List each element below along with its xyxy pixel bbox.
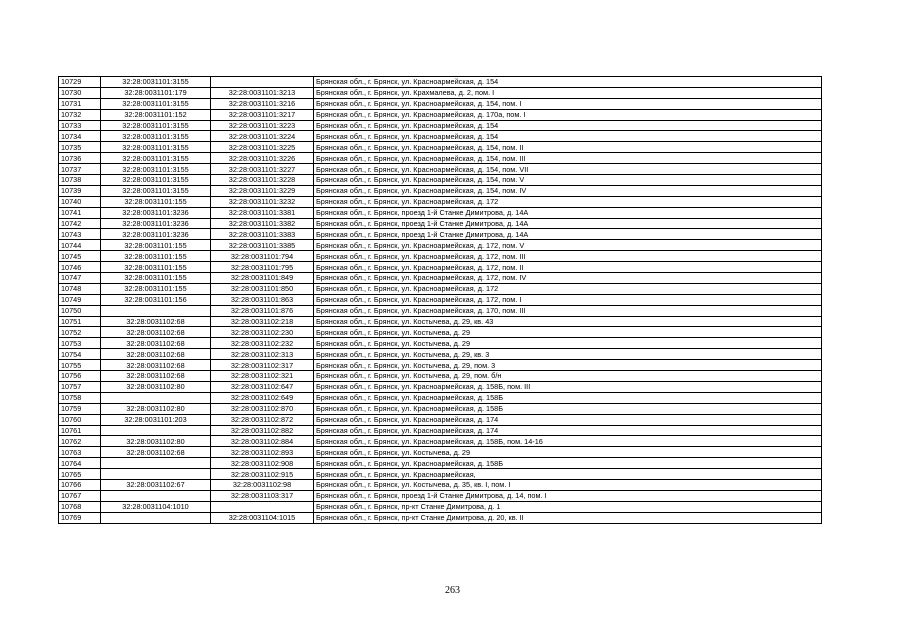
cadastral-number-cell xyxy=(211,501,314,512)
address-cell: Брянская обл., г. Брянск, ул. Красноармейская, д. 154 xyxy=(314,120,822,131)
address-cell: Брянская обл., г. Брянск, ул. Красноармейская, д. 174 xyxy=(314,414,822,425)
cadastral-number-cell: 32:28:0031101:3217 xyxy=(211,109,314,120)
row-number-cell: 10754 xyxy=(59,349,101,360)
cadastral-parent-cell: 32:28:0031101:3236 xyxy=(101,207,211,218)
address-cell: Брянская обл., г. Брянск, ул. Красноармейская, д. 154, пом. VII xyxy=(314,164,822,175)
table-row xyxy=(59,196,822,207)
row-number-cell: 10738 xyxy=(59,175,101,186)
address-cell: Брянская обл., г. Брянск, ул. Красноармейская, д. 154, пом. III xyxy=(314,153,822,164)
cadastral-number-cell: 32:28:0031102:882 xyxy=(211,425,314,436)
table-row xyxy=(59,131,822,142)
address-cell: Брянская обл., г. Брянск, ул. Крахмалева, д. 2, пом. I xyxy=(314,87,822,98)
address-cell: Брянская обл., г. Брянск, пр-кт Станке Димитрова, д. 20, кв. II xyxy=(314,512,822,523)
cadastral-number-cell: 32:28:0031102:893 xyxy=(211,447,314,458)
table-row xyxy=(59,262,822,273)
row-number-cell: 10758 xyxy=(59,392,101,403)
table-row xyxy=(59,458,822,469)
cadastral-parent-cell: 32:28:0031102:80 xyxy=(101,381,211,392)
table-row xyxy=(59,218,822,229)
table-row xyxy=(59,349,822,360)
address-cell: Брянская обл., г. Брянск, пр-кт Станке Димитрова, д. 1 xyxy=(314,501,822,512)
table-row xyxy=(59,414,822,425)
cadastral-parent-cell: 32:28:0031101:3155 xyxy=(101,131,211,142)
table-row xyxy=(59,360,822,371)
cadastral-number-cell: 32:28:0031101:3381 xyxy=(211,207,314,218)
row-number-cell: 10749 xyxy=(59,294,101,305)
cadastral-number-cell: 32:28:0031102:647 xyxy=(211,381,314,392)
cadastral-parent-cell xyxy=(101,425,211,436)
cadastral-number-cell: 32:28:0031101:3232 xyxy=(211,196,314,207)
cadastral-parent-cell: 32:28:0031101:155 xyxy=(101,283,211,294)
row-number-cell: 10755 xyxy=(59,360,101,371)
cadastral-number-cell: 32:28:0031102:870 xyxy=(211,403,314,414)
cadastral-number-cell: 32:28:0031101:3226 xyxy=(211,153,314,164)
cadastral-number-cell: 32:28:0031101:3224 xyxy=(211,131,314,142)
cadastral-parent-cell: 32:28:0031101:3236 xyxy=(101,229,211,240)
row-number-cell: 10767 xyxy=(59,490,101,501)
table-row xyxy=(59,283,822,294)
cadastral-number-cell: 32:28:0031101:3382 xyxy=(211,218,314,229)
address-cell: Брянская обл., г. Брянск, ул. Костычева, д. 29 xyxy=(314,338,822,349)
table-row xyxy=(59,229,822,240)
table-row xyxy=(59,207,822,218)
address-cell: Брянская обл., г. Брянск, ул. Костычева, д. 29 xyxy=(314,447,822,458)
address-cell: Брянская обл., г. Брянск, проезд 1-й Станке Димитрова, д. 14А xyxy=(314,218,822,229)
row-number-cell: 10759 xyxy=(59,403,101,414)
row-number-cell: 10765 xyxy=(59,469,101,480)
cadastral-parent-cell: 32:28:0031101:3155 xyxy=(101,77,211,88)
row-number-cell: 10737 xyxy=(59,164,101,175)
cadastral-number-cell xyxy=(211,77,314,88)
cadastral-number-cell: 32:28:0031101:794 xyxy=(211,251,314,262)
table-row xyxy=(59,316,822,327)
table-row xyxy=(59,142,822,153)
registry-table xyxy=(58,76,822,524)
cadastral-number-cell: 32:28:0031102:317 xyxy=(211,360,314,371)
table-row xyxy=(59,436,822,447)
address-cell: Брянская обл., г. Брянск, ул. Красноармейская, д. 154, пом. I xyxy=(314,98,822,109)
table-row xyxy=(59,512,822,523)
address-cell: Брянская обл., г. Брянск, ул. Костычева, д. 29 xyxy=(314,327,822,338)
cadastral-number-cell: 32:28:0031101:3227 xyxy=(211,164,314,175)
table-row xyxy=(59,294,822,305)
address-cell: Брянская обл., г. Брянск, проезд 1-й Станке Димитрова, д. 14, пом. I xyxy=(314,490,822,501)
cadastral-parent-cell xyxy=(101,469,211,480)
row-number-cell: 10763 xyxy=(59,447,101,458)
row-number-cell: 10753 xyxy=(59,338,101,349)
row-number-cell: 10748 xyxy=(59,283,101,294)
table-row xyxy=(59,403,822,414)
cadastral-parent-cell: 32:28:0031101:3155 xyxy=(101,142,211,153)
cadastral-parent-cell: 32:28:0031102:68 xyxy=(101,349,211,360)
table-row xyxy=(59,447,822,458)
table-row xyxy=(59,327,822,338)
page-number: 263 xyxy=(445,585,460,596)
cadastral-parent-cell: 32:28:0031101:179 xyxy=(101,87,211,98)
cadastral-number-cell: 32:28:0031102:98 xyxy=(211,479,314,490)
address-cell: Брянская обл., г. Брянск, ул. Красноармейская, д. 154, пом. IV xyxy=(314,185,822,196)
row-number-cell: 10752 xyxy=(59,327,101,338)
cadastral-number-cell: 32:28:0031102:218 xyxy=(211,316,314,327)
row-number-cell: 10733 xyxy=(59,120,101,131)
row-number-cell: 10746 xyxy=(59,262,101,273)
address-cell: Брянская обл., г. Брянск, ул. Красноармейская, д. 158Б xyxy=(314,403,822,414)
table-row xyxy=(59,164,822,175)
address-cell: Брянская обл., г. Брянск, ул. Красноармейская, д. 170а, пом. I xyxy=(314,109,822,120)
cadastral-number-cell: 32:28:0031101:863 xyxy=(211,294,314,305)
cadastral-parent-cell: 32:28:0031101:155 xyxy=(101,251,211,262)
address-cell: Брянская обл., г. Брянск, ул. Красноармейская, д. 172, пом. III xyxy=(314,251,822,262)
address-cell: Брянская обл., г. Брянск, ул. Красноармейская, д. 154, пом. V xyxy=(314,175,822,186)
address-cell: Брянская обл., г. Брянск, ул. Красноармейская, д. 172 xyxy=(314,283,822,294)
table-row xyxy=(59,185,822,196)
row-number-cell: 10766 xyxy=(59,479,101,490)
cadastral-parent-cell: 32:28:0031102:80 xyxy=(101,436,211,447)
row-number-cell: 10741 xyxy=(59,207,101,218)
cadastral-number-cell: 32:28:0031101:849 xyxy=(211,273,314,284)
cadastral-parent-cell: 32:28:0031102:68 xyxy=(101,316,211,327)
cadastral-parent-cell: 32:28:0031102:68 xyxy=(101,371,211,382)
cadastral-parent-cell: 32:28:0031101:3155 xyxy=(101,98,211,109)
row-number-cell: 10764 xyxy=(59,458,101,469)
address-cell: Брянская обл., г. Брянск, проезд 1-й Станке Димитрова, д. 14А xyxy=(314,229,822,240)
cadastral-parent-cell: 32:28:0031101:155 xyxy=(101,196,211,207)
registry-table-body xyxy=(59,77,822,524)
table-row xyxy=(59,371,822,382)
cadastral-number-cell: 32:28:0031102:321 xyxy=(211,371,314,382)
cadastral-parent-cell: 32:28:0031101:203 xyxy=(101,414,211,425)
table-row xyxy=(59,338,822,349)
table-row xyxy=(59,469,822,480)
row-number-cell: 10760 xyxy=(59,414,101,425)
cadastral-number-cell: 32:28:0031101:3229 xyxy=(211,185,314,196)
cadastral-number-cell: 32:28:0031101:3383 xyxy=(211,229,314,240)
cadastral-parent-cell: 32:28:0031101:155 xyxy=(101,240,211,251)
cadastral-number-cell: 32:28:0031104:1015 xyxy=(211,512,314,523)
row-number-cell: 10735 xyxy=(59,142,101,153)
row-number-cell: 10742 xyxy=(59,218,101,229)
table-row xyxy=(59,153,822,164)
table-row xyxy=(59,251,822,262)
table-row xyxy=(59,87,822,98)
address-cell: Брянская обл., г. Брянск, ул. Красноармейская, xyxy=(314,469,822,480)
address-cell: Брянская обл., г. Брянск, ул. Костычева, д. 29, пом. 3 xyxy=(314,360,822,371)
cadastral-parent-cell xyxy=(101,458,211,469)
address-cell: Брянская обл., г. Брянск, ул. Костычева, д. 29, кв. 3 xyxy=(314,349,822,360)
address-cell: Брянская обл., г. Брянск, ул. Красноармейская, д. 170, пом. III xyxy=(314,305,822,316)
cadastral-number-cell: 32:28:0031101:3213 xyxy=(211,87,314,98)
address-cell: Брянская обл., г. Брянск, ул. Красноармейская, д. 158Б xyxy=(314,392,822,403)
cadastral-number-cell: 32:28:0031102:884 xyxy=(211,436,314,447)
cadastral-number-cell: 32:28:0031102:232 xyxy=(211,338,314,349)
cadastral-number-cell: 32:28:0031103:317 xyxy=(211,490,314,501)
table-row xyxy=(59,425,822,436)
cadastral-number-cell: 32:28:0031101:3223 xyxy=(211,120,314,131)
row-number-cell: 10740 xyxy=(59,196,101,207)
cadastral-number-cell: 32:28:0031102:872 xyxy=(211,414,314,425)
table-row xyxy=(59,381,822,392)
table-row xyxy=(59,120,822,131)
cadastral-number-cell: 32:28:0031102:915 xyxy=(211,469,314,480)
table-row xyxy=(59,77,822,88)
cadastral-parent-cell: 32:28:0031102:67 xyxy=(101,479,211,490)
cadastral-parent-cell: 32:28:0031102:68 xyxy=(101,327,211,338)
cadastral-parent-cell: 32:28:0031101:3155 xyxy=(101,153,211,164)
cadastral-number-cell: 32:28:0031101:3216 xyxy=(211,98,314,109)
cadastral-parent-cell: 32:28:0031101:156 xyxy=(101,294,211,305)
row-number-cell: 10762 xyxy=(59,436,101,447)
address-cell: Брянская обл., г. Брянск, проезд 1-й Станке Димитрова, д. 14А xyxy=(314,207,822,218)
cadastral-number-cell: 32:28:0031102:649 xyxy=(211,392,314,403)
cadastral-number-cell: 32:28:0031102:313 xyxy=(211,349,314,360)
table-row xyxy=(59,490,822,501)
table-row xyxy=(59,273,822,284)
address-cell: Брянская обл., г. Брянск, ул. Красноармейская, д. 172, пом. V xyxy=(314,240,822,251)
address-cell: Брянская обл., г. Брянск, ул. Красноармейская, д. 158Б xyxy=(314,458,822,469)
address-cell: Брянская обл., г. Брянск, ул. Костычева, д. 35, кв. I, пом. I xyxy=(314,479,822,490)
cadastral-number-cell: 32:28:0031102:230 xyxy=(211,327,314,338)
table-row xyxy=(59,479,822,490)
cadastral-number-cell: 32:28:0031101:876 xyxy=(211,305,314,316)
cadastral-parent-cell: 32:28:0031101:3236 xyxy=(101,218,211,229)
address-cell: Брянская обл., г. Брянск, ул. Красноармейская, д. 154 xyxy=(314,77,822,88)
row-number-cell: 10744 xyxy=(59,240,101,251)
address-cell: Брянская обл., г. Брянск, ул. Костычева, д. 29, кв. 43 xyxy=(314,316,822,327)
cadastral-parent-cell xyxy=(101,392,211,403)
row-number-cell: 10769 xyxy=(59,512,101,523)
cadastral-number-cell: 32:28:0031101:3385 xyxy=(211,240,314,251)
table-row xyxy=(59,501,822,512)
cadastral-number-cell: 32:28:0031101:850 xyxy=(211,283,314,294)
cadastral-number-cell: 32:28:0031101:3225 xyxy=(211,142,314,153)
address-cell: Брянская обл., г. Брянск, ул. Красноармейская, д. 154 xyxy=(314,131,822,142)
row-number-cell: 10747 xyxy=(59,273,101,284)
row-number-cell: 10732 xyxy=(59,109,101,120)
cadastral-parent-cell: 32:28:0031102:68 xyxy=(101,447,211,458)
cadastral-parent-cell: 32:28:0031101:3155 xyxy=(101,185,211,196)
row-number-cell: 10768 xyxy=(59,501,101,512)
address-cell: Брянская обл., г. Брянск, ул. Красноармейская, д. 172, пом. IV xyxy=(314,273,822,284)
address-cell: Брянская обл., г. Брянск, ул. Костычева, д. 29, пом. б/н xyxy=(314,371,822,382)
row-number-cell: 10734 xyxy=(59,131,101,142)
address-cell: Брянская обл., г. Брянск, ул. Красноармейская, д. 172, пом. II xyxy=(314,262,822,273)
table-row xyxy=(59,240,822,251)
cadastral-number-cell: 32:28:0031101:3228 xyxy=(211,175,314,186)
row-number-cell: 10743 xyxy=(59,229,101,240)
row-number-cell: 10745 xyxy=(59,251,101,262)
cadastral-parent-cell: 32:28:0031104:1010 xyxy=(101,501,211,512)
address-cell: Брянская обл., г. Брянск, ул. Красноармейская, д. 174 xyxy=(314,425,822,436)
cadastral-parent-cell: 32:28:0031102:68 xyxy=(101,360,211,371)
row-number-cell: 10739 xyxy=(59,185,101,196)
row-number-cell: 10731 xyxy=(59,98,101,109)
cadastral-parent-cell: 32:28:0031101:152 xyxy=(101,109,211,120)
row-number-cell: 10730 xyxy=(59,87,101,98)
cadastral-parent-cell: 32:28:0031102:68 xyxy=(101,338,211,349)
cadastral-parent-cell: 32:28:0031101:3155 xyxy=(101,175,211,186)
address-cell: Брянская обл., г. Брянск, ул. Красноармейская, д. 172, пом. I xyxy=(314,294,822,305)
address-cell: Брянская обл., г. Брянск, ул. Красноармейская, д. 172 xyxy=(314,196,822,207)
address-cell: Брянская обл., г. Брянск, ул. Красноармейская, д. 154, пом. II xyxy=(314,142,822,153)
cadastral-parent-cell: 32:28:0031101:155 xyxy=(101,262,211,273)
cadastral-parent-cell xyxy=(101,305,211,316)
table-row xyxy=(59,305,822,316)
table-row xyxy=(59,392,822,403)
row-number-cell: 10756 xyxy=(59,371,101,382)
row-number-cell: 10757 xyxy=(59,381,101,392)
row-number-cell: 10729 xyxy=(59,77,101,88)
row-number-cell: 10736 xyxy=(59,153,101,164)
row-number-cell: 10750 xyxy=(59,305,101,316)
row-number-cell: 10751 xyxy=(59,316,101,327)
cadastral-number-cell: 32:28:0031101:795 xyxy=(211,262,314,273)
cadastral-parent-cell: 32:28:0031101:155 xyxy=(101,273,211,284)
address-cell: Брянская обл., г. Брянск, ул. Красноармейская, д. 158Б, пом. 14-16 xyxy=(314,436,822,447)
table-row xyxy=(59,175,822,186)
cadastral-parent-cell: 32:28:0031101:3155 xyxy=(101,164,211,175)
cadastral-number-cell: 32:28:0031102:908 xyxy=(211,458,314,469)
table-row xyxy=(59,109,822,120)
row-number-cell: 10761 xyxy=(59,425,101,436)
table-row xyxy=(59,98,822,109)
cadastral-parent-cell: 32:28:0031101:3155 xyxy=(101,120,211,131)
cadastral-parent-cell xyxy=(101,490,211,501)
address-cell: Брянская обл., г. Брянск, ул. Красноармейская, д. 158Б, пом. III xyxy=(314,381,822,392)
cadastral-parent-cell xyxy=(101,512,211,523)
cadastral-parent-cell: 32:28:0031102:80 xyxy=(101,403,211,414)
